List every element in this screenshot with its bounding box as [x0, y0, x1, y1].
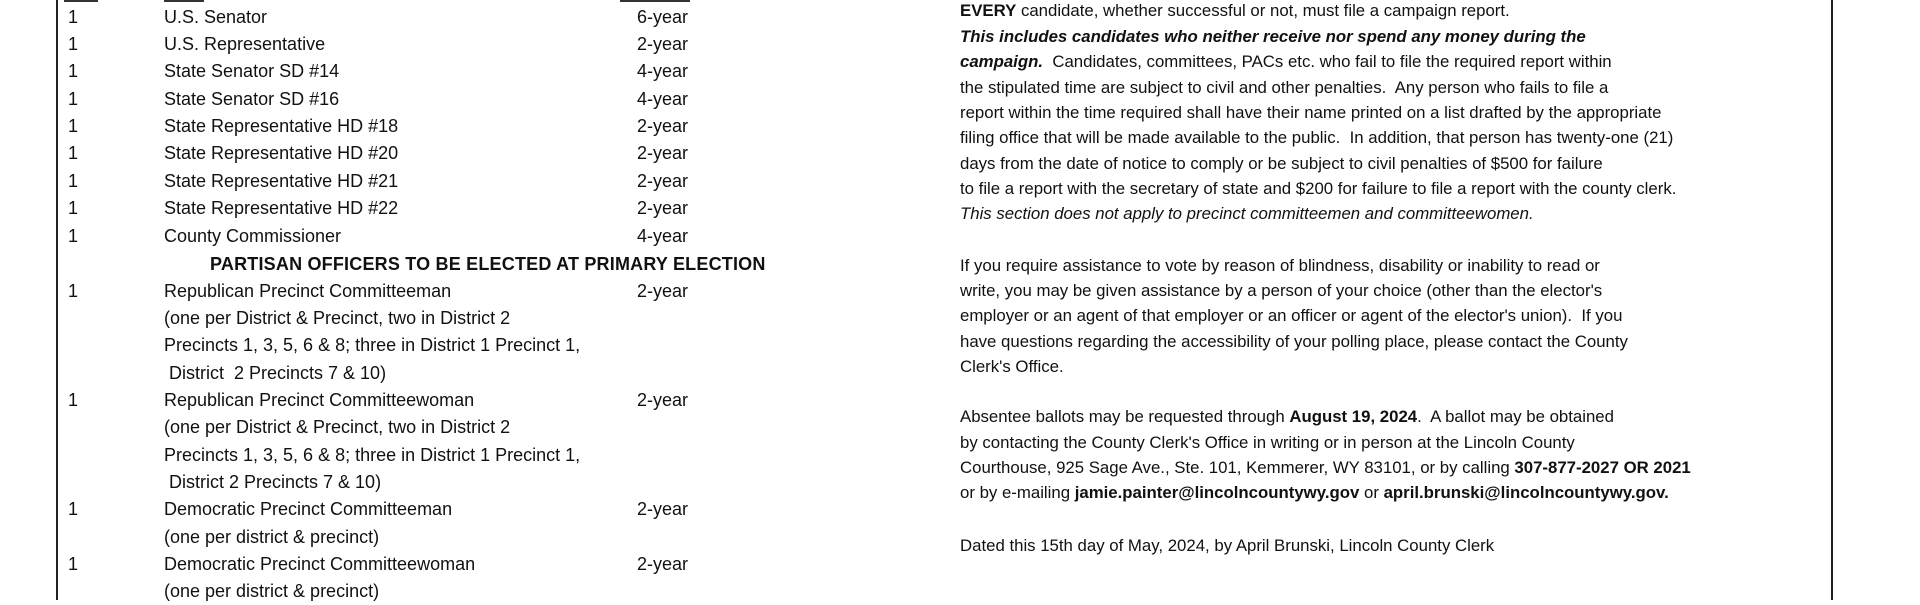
office-name: County Commissioner — [164, 226, 342, 246]
clerk-phone: 307-877-2027 OR 2021 — [1514, 458, 1691, 477]
office-count: 1 — [68, 61, 79, 81]
office-term: 2-year — [637, 390, 689, 410]
office-term: 6-year — [637, 7, 689, 27]
count-column-rule — [64, 0, 98, 2]
office-note: Precincts 1, 3, 5, 6 & 8; three in District 1 Precinct 1, — [164, 335, 581, 355]
office-name: U.S. Senator — [164, 7, 268, 27]
assistance-text: have questions regarding the accessibility of your polling place, please contact the County — [960, 332, 1628, 351]
absentee-deadline: August 19, 2024 — [1289, 407, 1418, 426]
absentee-text: Absentee ballots may be requested through — [960, 407, 1290, 426]
office-term: 4-year — [637, 61, 689, 81]
office-column-rule — [164, 0, 204, 2]
office-term: 2-year — [637, 34, 689, 54]
clerk-email-link[interactable]: jamie.painter@lincolncountywy.gov — [1074, 483, 1360, 502]
office-term: 4-year — [637, 226, 689, 246]
office-note: (one per district & precinct) — [164, 527, 380, 547]
office-term: 2-year — [637, 198, 689, 218]
assistance-text: If you require assistance to vote by reason of blindness, disability or inability to read or — [960, 256, 1600, 275]
term-column-rule — [620, 0, 690, 2]
office-name: Democratic Precinct Committeeman — [164, 499, 453, 519]
office-term: 4-year — [637, 89, 689, 109]
office-note: (one per District & Precinct, two in District 2 — [164, 308, 511, 328]
office-term: 2-year — [637, 554, 689, 574]
absentee-text: . A ballot may be obtained — [1417, 407, 1614, 426]
office-note: District 2 Precincts 7 & 10) — [164, 472, 382, 492]
notice-text: filing office that will be made available to the public. In addition, that person has twenty-one (21) — [960, 128, 1674, 147]
clerk-email-link[interactable]: april.brunski@lincolncountywy.gov. — [1383, 483, 1669, 502]
left-border — [56, 0, 58, 600]
office-count: 1 — [68, 116, 79, 136]
office-note: (one per district & precinct) — [164, 581, 380, 601]
assistance-text: write, you may be given assistance by a person of your choice (other than the elector's — [960, 281, 1603, 300]
notice-text: to file a report with the secretary of state and $200 for failure to file a report with the county clerk. — [960, 179, 1677, 198]
office-count: 1 — [68, 198, 79, 218]
absentee-text: or — [1359, 483, 1384, 502]
office-name: State Senator SD #16 — [164, 89, 340, 109]
absentee-text: Courthouse, 925 Sage Ave., Ste. 101, Kemmerer, WY 83101, or by calling — [960, 458, 1515, 477]
office-name: State Representative HD #20 — [164, 143, 399, 163]
office-count: 1 — [68, 171, 79, 191]
absentee-text: or by e-mailing — [960, 483, 1075, 502]
office-note: District 2 Precincts 7 & 10) — [164, 363, 387, 383]
office-name: State Senator SD #14 — [164, 61, 340, 81]
notice-text: the stipulated time are subject to civil and other penalties. Any person who fails to file a — [960, 78, 1609, 97]
notice-text: report within the time required shall have their name printed on a list drafted by the appropriate — [960, 103, 1662, 122]
office-name: U.S. Representative — [164, 34, 326, 54]
office-note: Precincts 1, 3, 5, 6 & 8; three in District 1 Precinct 1, — [164, 445, 581, 465]
office-name: State Representative HD #21 — [164, 171, 399, 191]
office-count: 1 — [68, 143, 79, 163]
office-note: (one per District & Precinct, two in District 2 — [164, 417, 511, 437]
office-count: 1 — [68, 554, 79, 574]
partisan-section-heading: PARTISAN OFFICERS TO BE ELECTED AT PRIMARY ELECTION — [210, 254, 766, 274]
assistance-text: employer or an agent of that employer or an officer or agent of the elector's union). If you — [960, 306, 1623, 325]
notice-text: Candidates, committees, PACs etc. who fail to file the required report within — [1043, 52, 1612, 71]
every-emphasis: EVERY — [960, 1, 1017, 20]
right-border — [1831, 0, 1833, 600]
office-count: 1 — [68, 226, 79, 246]
office-term: 2-year — [637, 499, 689, 519]
office-name: State Representative HD #22 — [164, 198, 399, 218]
office-name: Republican Precinct Committeewoman — [164, 390, 475, 410]
office-term: 2-year — [637, 171, 689, 191]
office-term: 2-year — [637, 116, 689, 136]
office-name: State Representative HD #18 — [164, 116, 399, 136]
office-name: Democratic Precinct Committeewoman — [164, 554, 476, 574]
assistance-text: Clerk's Office. — [960, 357, 1064, 376]
office-count: 1 — [68, 89, 79, 109]
notice-text: days from the date of notice to comply or be subject to civil penalties of $500 for failure — [960, 154, 1603, 173]
dated-signature-line: Dated this 15th day of May, 2024, by April Brunski, Lincoln County Clerk — [960, 536, 1495, 555]
office-count: 1 — [68, 34, 79, 54]
absentee-text: by contacting the County Clerk's Office in writing or in person at the Lincoln County — [960, 433, 1575, 452]
office-term: 2-year — [637, 143, 689, 163]
office-count: 1 — [68, 7, 79, 27]
notice-emphasis: This includes candidates who neither receive nor spend any money during the — [960, 27, 1586, 46]
notice-exception: This section does not apply to precinct committeemen and committeewomen. — [960, 204, 1534, 223]
office-term: 2-year — [637, 281, 689, 301]
notice-text: candidate, whether successful or not, must file a campaign report. — [1016, 1, 1510, 20]
office-count: 1 — [68, 390, 79, 410]
notice-emphasis: campaign. — [960, 52, 1043, 71]
office-name: Republican Precinct Committeeman — [164, 281, 452, 301]
office-count: 1 — [68, 499, 79, 519]
office-count: 1 — [68, 281, 79, 301]
